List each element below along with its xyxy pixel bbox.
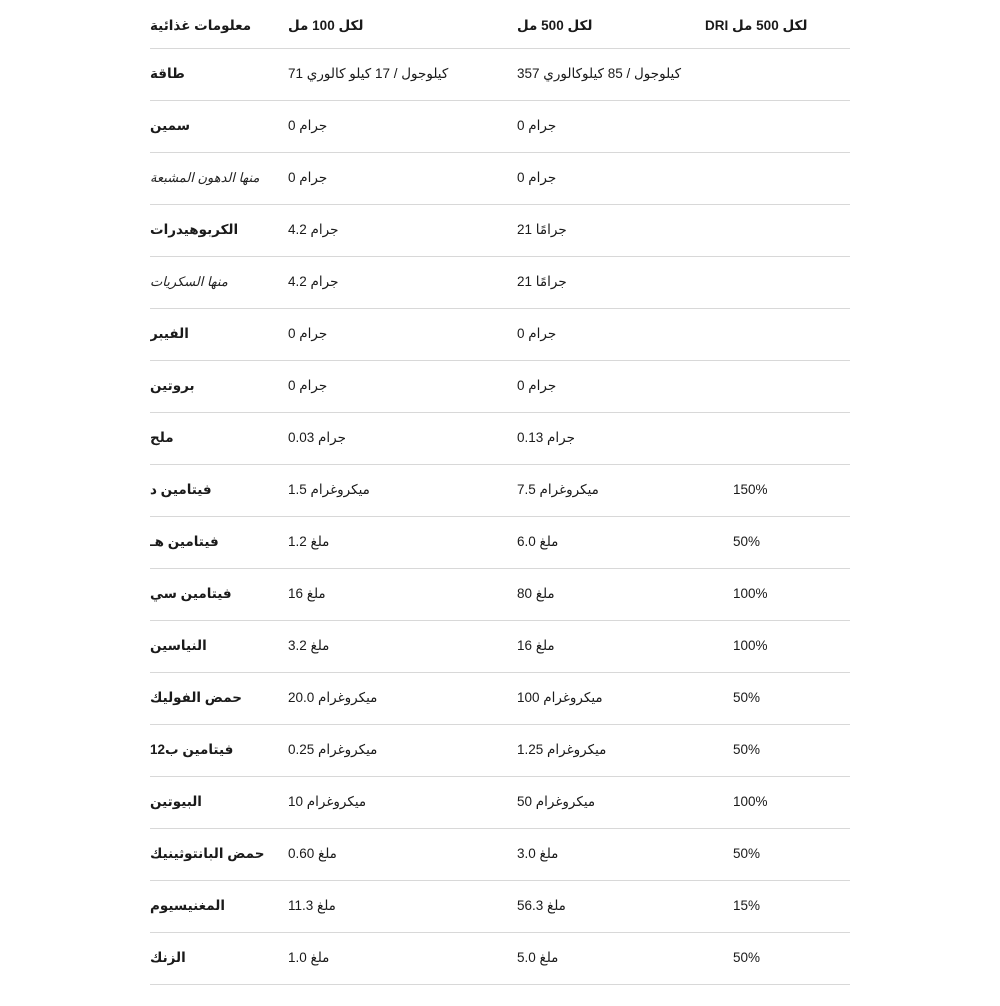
per-100ml-value-cell: 0 جرام [288,309,517,361]
dri-value-cell [705,361,850,413]
per-100ml-value-cell: 4.2 جرام [288,205,517,257]
per-500ml-value-cell: 80 ملغ [517,569,705,621]
per-500ml-value-cell: 3.0 ملغ [517,829,705,881]
table-row [150,49,850,101]
per-500ml-value-cell: 7.5 ميكروغرام [517,465,705,517]
dri-value-cell: 100% [705,569,850,621]
table-row [150,829,850,881]
per-100ml-value-cell: 71 كيلوجول / 17 كيلو كالوري [288,49,517,101]
dri-value-cell: 50% [705,673,850,725]
per-500ml-value-cell: 0.13 جرام [517,413,705,465]
table-row [150,725,850,777]
per-100ml-value-cell: 1.0 ملغ [288,933,517,985]
per-100ml-value-cell: 1.5 ميكروغرام [288,465,517,517]
table-row [150,413,850,465]
per-100ml-value-cell: 0 جرام [288,361,517,413]
nutrient-name-cell: الكربوهيدرات [150,205,288,257]
per-500ml-value-cell: 6.0 ملغ [517,517,705,569]
per-500ml-value-cell: 50 ميكروغرام [517,777,705,829]
nutrient-name-cell: فيتامين هـ [150,517,288,569]
dri-value-cell: 100% [705,777,850,829]
page [0,6,1000,1006]
dri-value-cell: 15% [705,881,850,933]
per-500ml-value-cell: 0 جرام [517,361,705,413]
nutrient-name-cell: حمض الفوليك [150,673,288,725]
per-500ml-value-cell: 100 ميكروغرام [517,673,705,725]
per-100ml-value-cell: 0 جرام [288,101,517,153]
table-row [150,465,850,517]
table-row [150,517,850,569]
per-100ml-value-cell: 0.25 ميكروغرام [288,725,517,777]
nutrition-table [150,6,850,985]
per-100ml-value-cell: 16 ملغ [288,569,517,621]
table-row [150,101,850,153]
table-body [150,49,850,985]
per-500ml-value-cell: 16 ملغ [517,621,705,673]
per-100ml-value-cell: 3.2 ملغ [288,621,517,673]
nutrient-name-cell: منها السكريات [150,257,288,309]
per-100ml-value-cell: 1.2 ملغ [288,517,517,569]
table-row [150,257,850,309]
dri-value-cell [705,153,850,205]
dri-value-cell [705,205,850,257]
per-100ml-value-cell: 0.03 جرام [288,413,517,465]
dri-value-cell: 50% [705,517,850,569]
nutrient-name-cell: سمين [150,101,288,153]
per-500ml-value-cell: 1.25 ميكروغرام [517,725,705,777]
per-500ml-value-cell: 21 جرامًا [517,205,705,257]
column-header-nutrition-info: معلومات غذائية [150,6,288,49]
nutrient-name-cell: بروتين [150,361,288,413]
dri-value-cell [705,413,850,465]
table-row [150,777,850,829]
nutrient-name-cell: حمض البانتوثينيك [150,829,288,881]
per-500ml-value-cell: 21 جرامًا [517,257,705,309]
table-row [150,569,850,621]
nutrient-name-cell: فيتامين د [150,465,288,517]
per-500ml-value-cell: 56.3 ملغ [517,881,705,933]
dri-value-cell: 50% [705,933,850,985]
dri-value-cell: 50% [705,829,850,881]
nutrient-name-cell: ملح [150,413,288,465]
dri-value-cell [705,101,850,153]
dri-value-cell [705,309,850,361]
per-500ml-value-cell: 357 كيلوجول / 85 كيلوكالوري [517,49,705,101]
table-row [150,933,850,985]
column-header-dri-per-500ml: DRI لكل 500 مل [705,6,850,49]
header-row [150,6,850,49]
column-header-per-100ml: لكل 100 مل [288,6,517,49]
dri-value-cell: 100% [705,621,850,673]
table-row [150,673,850,725]
per-100ml-value-cell: 10 ميكروغرام [288,777,517,829]
dri-value-cell [705,49,850,101]
table-row [150,621,850,673]
table-row [150,205,850,257]
per-100ml-value-cell: 0.60 ملغ [288,829,517,881]
nutrient-name-cell: منها الدهون المشبعة [150,153,288,205]
table-row [150,361,850,413]
per-500ml-value-cell: 0 جرام [517,309,705,361]
column-header-per-500ml: لكل 500 مل [517,6,705,49]
nutrient-name-cell: البيوتين [150,777,288,829]
nutrient-name-cell: الفيبر [150,309,288,361]
per-100ml-value-cell: 11.3 ملغ [288,881,517,933]
nutrient-name-cell: الزنك [150,933,288,985]
nutrient-name-cell: المغنيسيوم [150,881,288,933]
dri-value-cell [705,257,850,309]
per-500ml-value-cell: 0 جرام [517,101,705,153]
per-500ml-value-cell: 5.0 ملغ [517,933,705,985]
per-100ml-value-cell: 4.2 جرام [288,257,517,309]
nutrient-name-cell: فيتامين ب12 [150,725,288,777]
dri-value-cell: 50% [705,725,850,777]
per-500ml-value-cell: 0 جرام [517,153,705,205]
nutrient-name-cell: طاقة [150,49,288,101]
table-row [150,309,850,361]
nutrient-name-cell: فيتامين سي [150,569,288,621]
per-100ml-value-cell: 0 جرام [288,153,517,205]
table-row [150,153,850,205]
nutrient-name-cell: النياسين [150,621,288,673]
per-100ml-value-cell: 20.0 ميكروغرام [288,673,517,725]
dri-value-cell: 150% [705,465,850,517]
table-row [150,881,850,933]
